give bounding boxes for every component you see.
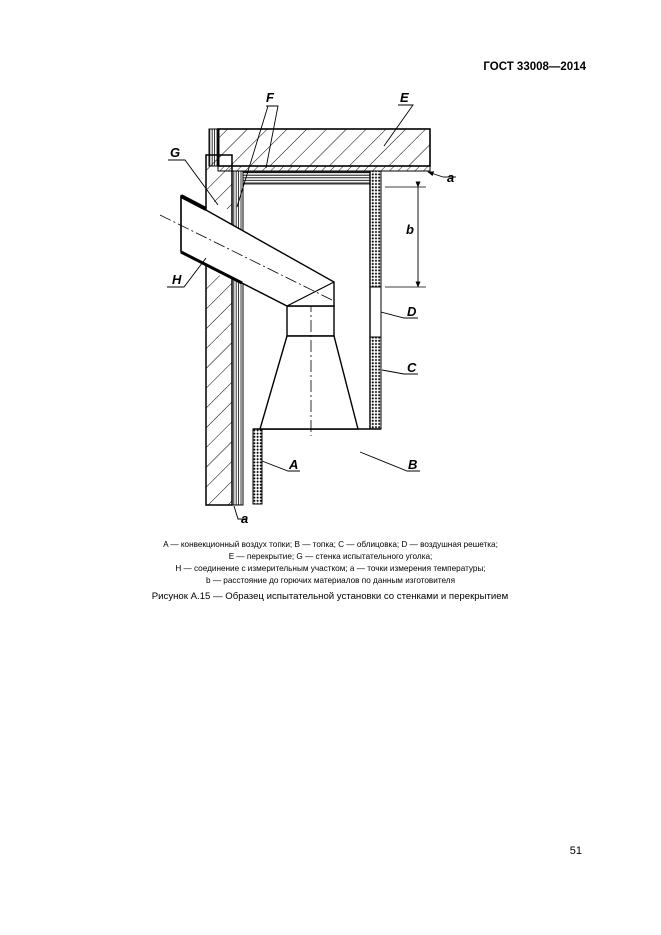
label-b: B xyxy=(408,457,418,472)
distance-dimension xyxy=(385,187,426,287)
figure-legend xyxy=(100,539,561,587)
ceiling-slab xyxy=(209,129,430,171)
label-a-top: a xyxy=(447,170,455,185)
label-e: E xyxy=(400,90,409,105)
label-a: A xyxy=(289,457,299,472)
legend-line: H — соединение с измерительным участком; a — точки измерения температуры; xyxy=(175,564,486,573)
insulation-layer xyxy=(243,172,373,184)
label-h: H xyxy=(172,272,182,287)
page-number: 51 xyxy=(569,845,582,857)
label-f: F xyxy=(266,90,274,105)
figure-caption: Рисунок А.15 — Образец испытательной установки со стенками и перекрытием xyxy=(151,591,509,602)
legend-line: A — конвекционный воздух топки; B — топка; C — облицовка; D — воздушная решетка; xyxy=(163,540,498,549)
label-d: D xyxy=(407,304,417,319)
flue-connection xyxy=(160,196,334,306)
legend-line: E — перекрытие; G — стенка испытательного уголка; xyxy=(228,552,433,561)
label-a-bottom: a xyxy=(241,511,249,526)
label-b-dim: b xyxy=(406,222,414,237)
label-g: G xyxy=(170,145,181,160)
document-header: ГОСТ 33008—2014 xyxy=(483,61,586,73)
label-c: C xyxy=(407,360,417,375)
test-corner-wall xyxy=(206,155,243,505)
legend-line: b — расстояние до горючих материалов по данным изготовителя xyxy=(206,576,455,585)
